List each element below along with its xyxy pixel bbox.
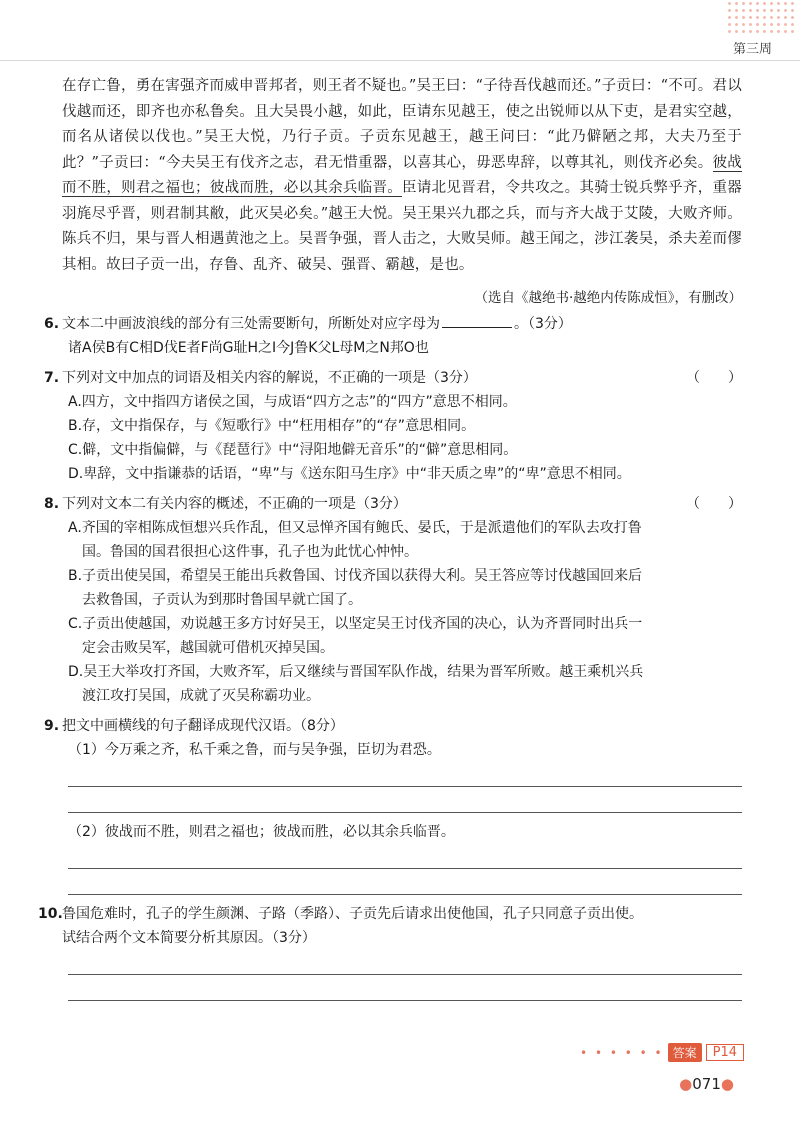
page-number: ●071● [679,1075,734,1093]
page-content [38,74,743,1008]
question-6 [44,312,742,360]
answer-paren[interactable]: （ ） [686,496,742,512]
option-line: 国。鲁国的国君很担心这件事，孔子也为此忧心忡忡。 [82,544,418,560]
question-stem: 鲁国危难时，孔子的学生颜渊、子路（季路）、子贡先后请求出使他国，孔子只同意子贡出使。 [62,906,643,922]
answer-line[interactable] [68,956,742,975]
question-stem: 下列对文中加点的词语及相关内容的解说，不正确的一项是（3分） [62,370,477,386]
answer-line[interactable] [68,876,742,895]
question-stem: 下列对文本二有关内容的概述，不正确的一项是（3分） [62,496,407,512]
header-divider [0,60,800,61]
answer-page-link[interactable]: P14 [706,1044,744,1061]
answer-line[interactable] [68,982,742,1001]
question-9 [44,714,742,895]
answer-lines-3 [68,956,742,1001]
question-number: 9. [44,718,60,734]
answer-lines-1 [68,768,742,813]
option-b: B.存，文中指保存，与《短歌行》中“枉用相存”的“存”意思相同。 [68,418,476,434]
question-stem-2: 试结合两个文本简要分析其原因。（3分） [62,930,316,946]
sentence-1: （1）今万乘之齐，私千乘之鲁，而与吴争强，臣切为君恐。 [68,742,441,758]
punctuation-line: 诸A侯B有C相D伐E者F尚G耻H之I今J鲁K父L母M之N邦O也 [68,340,429,356]
question-number: 7. [44,370,60,386]
answer-lines-2 [68,850,742,895]
question-number: 10. [38,906,63,922]
answer-reference [580,1043,744,1062]
passage-source: （选自《越绝书·越绝内传陈成恒》，有删改） [474,290,742,306]
question-number: 8. [44,496,60,512]
classical-text-passage [62,74,742,306]
footer-dots: • • • • • • [580,1045,664,1060]
option-line: 渡江攻打吴国，成就了灭吴称霸功业。 [82,688,320,704]
sentence-2: （2）彼战而不胜，则君之福也；彼战而胜，必以其余兵临晋。 [68,824,455,840]
option-d [62,660,742,708]
underlined-sentence: 彼战而不胜，则君之福也；彼战而胜，必以其余兵临晋。 [62,154,743,196]
question-7 [44,366,742,486]
option-b [62,564,742,612]
answer-line[interactable] [68,850,742,869]
question-8 [44,492,742,708]
passage-text: 在存亡鲁，勇在害强齐而威申晋邦者，则王者不疑也。”吴王曰：“子待吾伐越而还。”子贡曰：“不可。君以伐越而还，即齐也亦私鲁矣。且大吴畏小越，如此，臣请东见越王，使之出锐师以从下吏，是君实空越，而名从诸侯以伐也。”吴王大悦，乃行子贡。子贡东见越王，越王问曰：“此乃僻陋之邦，大夫乃至于此？”子贡曰：“今夫吴王有伐齐之志，君无惜重器，以喜其心，毋恶卑辞，以尊其礼，则伐齐必矣。 [62,78,742,171]
option-line: 定会击败吴军，越国就可借机灭掉吴国。 [82,640,334,656]
option-line: A.齐国的宰相陈成恒想兴兵作乱，但又忌惮齐国有鲍氏、晏氏，于是派遣他们的军队去攻打鲁 [68,520,642,536]
answer-line[interactable] [68,794,742,813]
passage-text-rest: 臣请北见晋君，令共攻之。其骑士锐兵弊乎齐，重器羽旄尽乎晋，则君制其敝，此灭吴必矣。”越王大悦。吴王果兴九郡之兵，而与齐大战于艾陵，大败齐师。陈兵不归，果与晋人相遇黄池之上。吴晋争强，晋人击之，大败吴师。越王闻之，涉江袭吴，杀夫差而僇其相。故曰子贡一出，存鲁、乱齐、破吴、强晋、霸越，是也。 [62,180,742,273]
option-d: D.卑辞，文中指谦恭的话语，“卑”与《送东阳马生序》中“非天质之卑”的“卑”意思不相同。 [68,466,631,482]
question-number: 6. [44,316,60,332]
question-10 [38,902,742,1001]
option-line: C.子贡出使越国，劝说越王多方讨好吴王，以坚定吴王讨伐齐国的决心，认为齐晋同时出兵一 [68,616,643,632]
decorative-dot-grid [726,0,796,36]
option-a: A.四方，文中指四方诸侯之国，与成语“四方之志”的“四方”意思不相同。 [68,394,517,410]
passage-paragraph [62,74,742,278]
option-c [62,612,742,660]
answer-paren[interactable]: （ ） [686,370,742,386]
answer-badge: 答案 [668,1043,702,1062]
question-stem: 文本二中画波浪线的部分有三处需要断句，所断处对应字母为 [62,316,440,332]
option-a [62,516,742,564]
question-stem: 把文中画横线的句子翻译成现代汉语。（8分） [62,718,344,734]
option-c: C.僻，文中指偏僻，与《琵琶行》中“浔阳地僻无音乐”的“僻”意思相同。 [68,442,518,458]
option-line: B.子贡出使吴国，希望吴王能出兵救鲁国、讨伐齐国以获得大利。吴王答应等讨伐越国回来后 [68,568,643,584]
question-stem-end: 。（3分） [514,316,572,332]
week-label: 第三周 [732,42,772,57]
page-number-text: 071 [692,1075,721,1093]
option-line: 去救鲁国，子贡认为到那时鲁国早就亡国了。 [82,592,362,608]
option-line: D.吴王大举攻打齐国，大败齐军，后又继续与晋国军队作战，结果为晋军所败。越王乘机兴兵 [68,664,644,680]
answer-blank[interactable] [442,313,512,328]
answer-line[interactable] [68,768,742,787]
